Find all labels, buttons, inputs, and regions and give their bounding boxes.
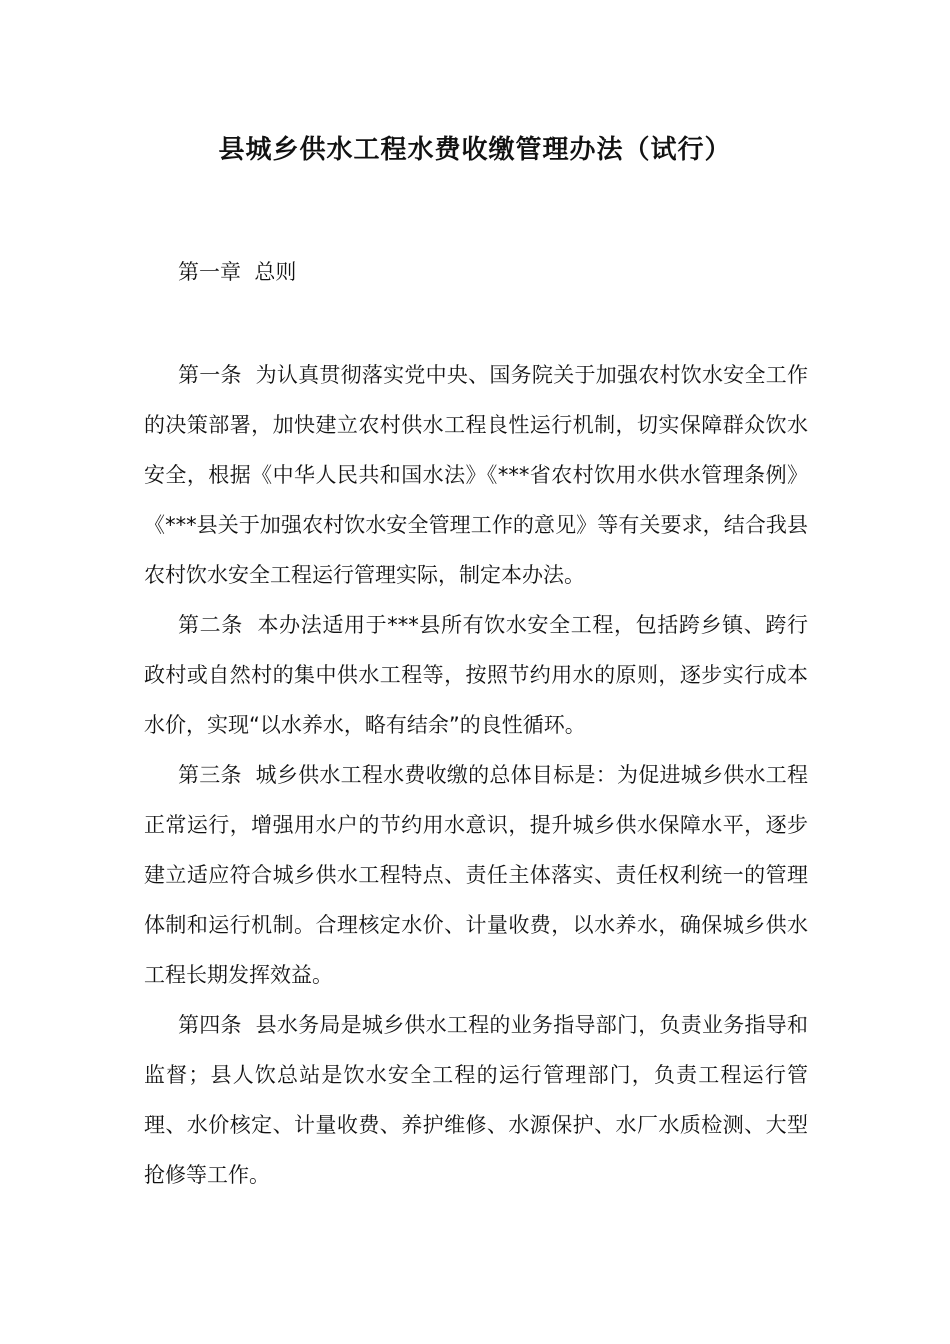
article-3 bbox=[144, 750, 808, 1000]
article-1 bbox=[144, 350, 808, 600]
article-2 bbox=[144, 600, 808, 750]
chapter-heading: 第一章 总则 bbox=[178, 260, 297, 284]
article-text: 本办法适用于***县所有饮水安全工程，包括跨乡镇、跨行政村或自然村的集中供水工程等，按照节约用水的原则，逐步实行成本水价，实现“以水养水，略有结余”的良性循环。 bbox=[144, 613, 808, 737]
article-label: 第三条 bbox=[178, 763, 256, 787]
article-text: 为认真贯彻落实党中央、国务院关于加强农村饮水安全工作的决策部署，加快建立农村供水工程良性运行机制，切实保障群众饮水安全，根据《中华人民共和国水法》《***省农村饮用水供水管理条例》《***县关于加强农村饮水安全管理工作的意见》等有关要求，结合我县农村饮水安全工程运行管理实际，制定本办法。 bbox=[144, 363, 808, 587]
document-body bbox=[144, 350, 808, 1200]
article-label: 第二条 bbox=[178, 613, 258, 637]
article-text: 县水务局是城乡供水工程的业务指导部门，负责业务指导和监督；县人饮总站是饮水安全工程的运行管理部门，负责工程运行管理、水价核定、计量收费、养护维修、水源保护、水厂水质检测、大型抢修等工作。 bbox=[144, 1013, 808, 1187]
article-text: 城乡供水工程水费收缴的总体目标是：为促进城乡供水工程正常运行，增强用水户的节约用水意识，提升城乡供水保障水平，逐步建立适应符合城乡供水工程特点、责任主体落实、责任权利统一的管理体制和运行机制。合理核定水价、计量收费，以水养水，确保城乡供水工程长期发挥效益。 bbox=[144, 763, 808, 987]
document-title: 县城乡供水工程水费收缴管理办法（试行） bbox=[218, 135, 732, 165]
article-label: 第四条 bbox=[178, 1013, 256, 1037]
article-4 bbox=[144, 1000, 808, 1200]
article-label: 第一条 bbox=[178, 363, 256, 387]
